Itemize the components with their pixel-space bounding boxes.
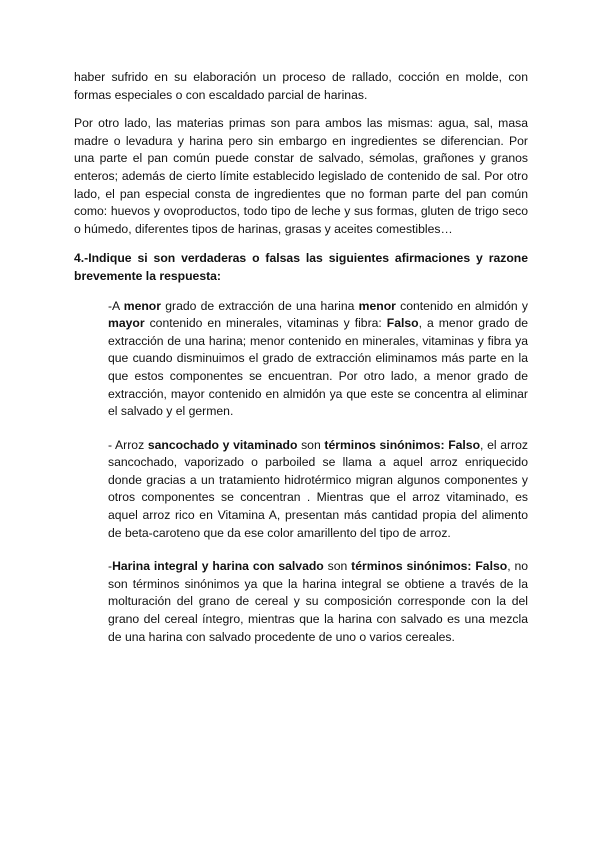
verdict-label: Falso [386,316,419,331]
answer-item-1 [108,298,528,421]
answer-item-2 [108,437,528,543]
bold-term: sancochado y vitaminado [147,437,298,452]
text-segment: , el arroz sancochado, vaporizado o parboiled se llama a aquel arroz enriquecido donde gracias a un tratamiento hidrotérmico migran algunos componentes y otros componentes se concentran . Mientras que el arroz vitaminado, es aquel arroz rico en Vitamina A, presentan más cantidad propia del alimento de beta-caroteno que da ese color amarillento del tipo de arroz. [108,437,528,540]
text-segment: contenido en minerales, vitaminas y fibra: [144,316,387,331]
bold-term: Harina integral y harina con salvado [112,559,324,574]
text-segment: , a menor grado de extracción de una harina; menor contenido en minerales, vitaminas y fibra ya que cuando disminuimos el grado de extracción eliminamos más parte en la que estos componentes se encuentran. Por otro lado, a menor grado de extracción, mayor contenido en almidón ya que este se concentra al eliminar el salvado y el germen. [108,316,528,419]
text-segment: contenido en almidón y [395,298,529,313]
paragraph-1: haber sufrido en su elaboración un proceso de rallado, cocción en molde, con formas especiales o con escaldado parcial de harinas. [74,70,528,102]
bold-term: mayor [108,316,145,331]
text-segment: -A [108,298,124,313]
answer-item-3 [108,558,528,646]
text-segment: - [108,559,113,574]
bold-term: menor [123,298,161,313]
text-segment: son [323,559,352,574]
question-4-heading: 4.-Indique si son verdaderas o falsas las siguientes afirmaciones y razone brevemente la respuesta: [74,251,528,283]
text-segment: grado de extracción de una harina [161,298,359,313]
answer-list [108,298,528,647]
verdict-label: términos sinónimos: Falso [324,437,481,452]
paragraph-2: Por otro lado, las materias primas son para ambos las mismas: agua, sal, masa madre o levadura y harina pero sin embargo en ingredientes se diferencian. Por una parte el pan común puede constar de salvado, sémolas, grañones y granos enteros; además de cierto límite establecido legislado de contenido de sal. Por otro lado, el pan especial consta de ingredientes que no forman parte del pan común como: huevos y ovoproductos, todo tipo de leche y sus formas, gluten de trigo seco o húmedo, diferentes tipos de harinas, grasas y aceites comestibles… [74,116,528,236]
verdict-label: términos sinónimos: Falso [351,559,508,574]
text-segment: son [297,437,325,452]
text-segment: - Arroz [108,437,148,452]
text-segment: , no son términos sinónimos ya que la harina integral se obtiene a través de la molturación del grano de cereal y su composición corresponde con la del grano del cereal íntegro, mientras que la harina con salvado es una mezcla de una harina con salvado procedente de uno o varios cereales. [108,559,528,644]
bold-term: menor [358,298,396,313]
